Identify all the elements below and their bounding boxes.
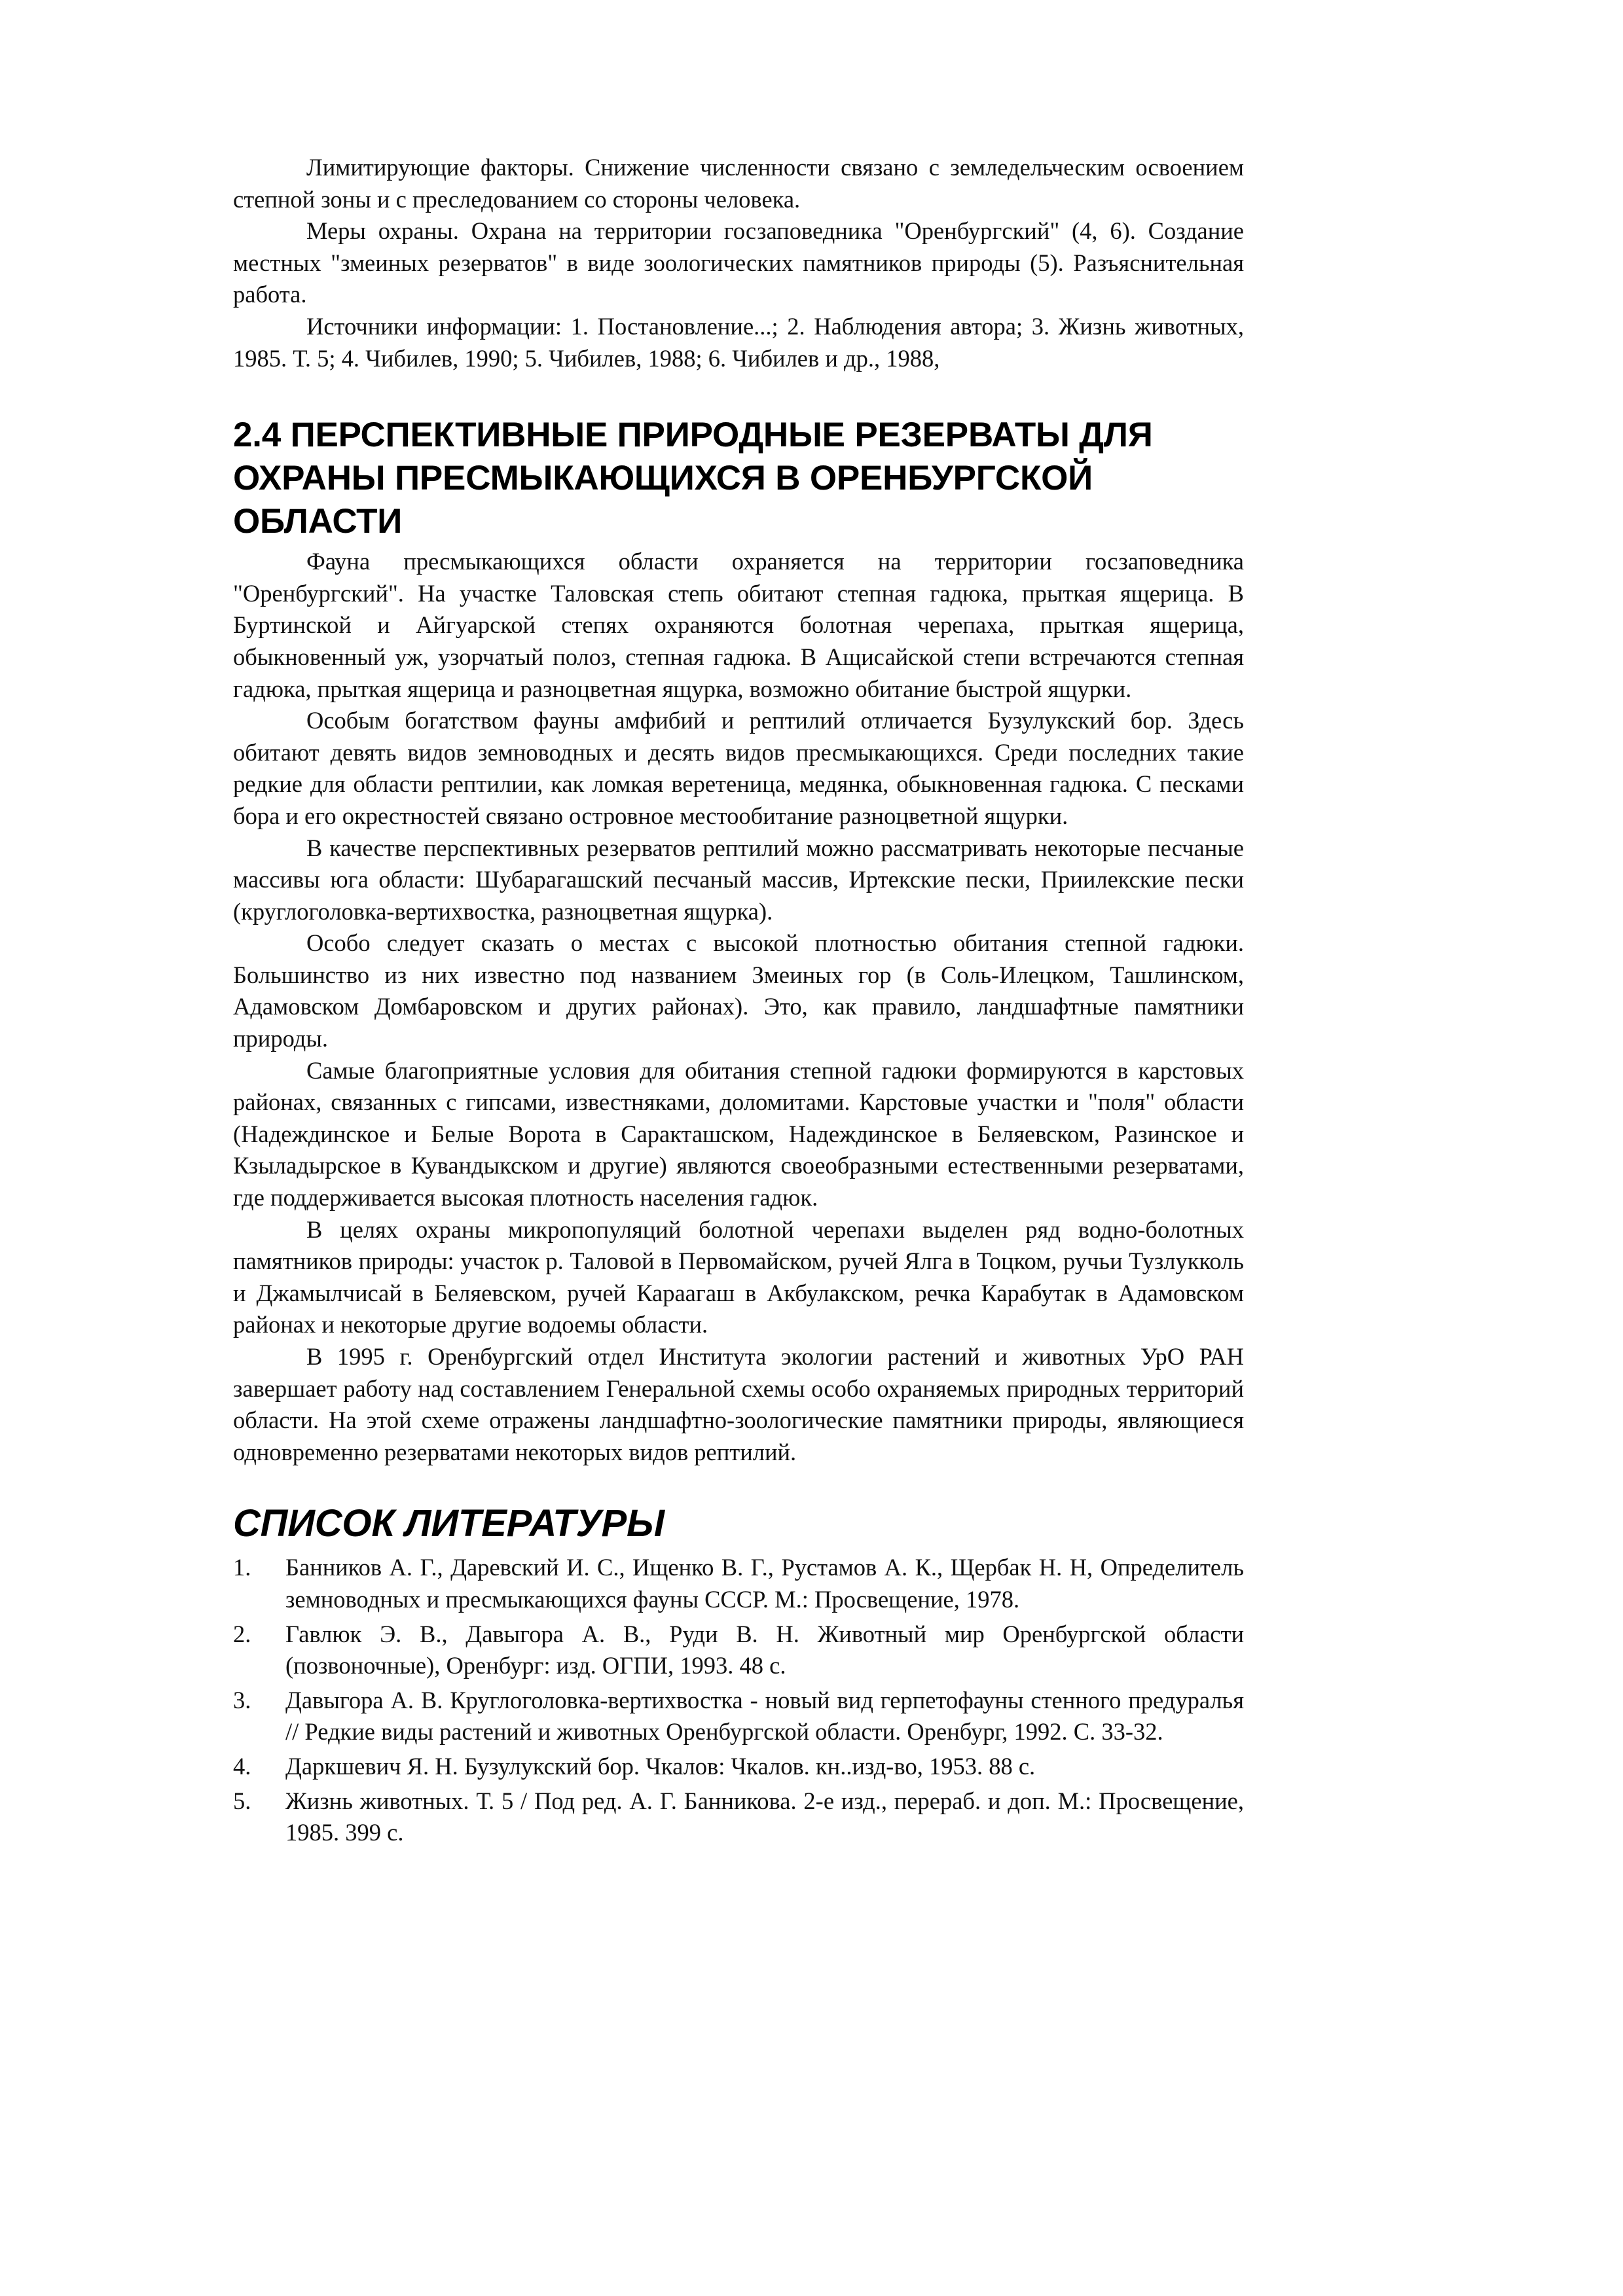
- section-paragraph: В целях охраны микропопуляций болотной черепахи выделен ряд водно-болотных памятников природы: участок р. Таловой в Первомайском, ручей Ялга в Тоцком, ручьи Тузлукколь и Джамылчисай в Беляевском, ручей Караагаш в Акбулакском, речка Карабутак в Адамовском районах и некоторые другие водоемы области.: [233, 1215, 1244, 1338]
- reference-text: Даркшевич Я. Н. Бузулукский бор. Чкалов: Чкалов. кн..изд-во, 1953. 88 с.: [285, 1752, 1036, 1780]
- references-list: [233, 1552, 1244, 1848]
- section-paragraph: Особо следует сказать о местах с высокой плотностью обитания степной гадюки. Большинство из них известно под названием Змеиных гор (в Соль-Илецком, Ташлинском, Адамовском Домбаровском и других районах). Это, как правило, ландшафтные памятники природы.: [233, 929, 1244, 1052]
- section-paragraph: В 1995 г. Оренбургский отдел Института экологии растений и животных УрО РАН завершает работу над составлением Генеральной схемы особо охраняемых природных территорий области. На этой схеме отражены ландшафтно-зоологические памятники природы, являющиеся одновременно резерватами некоторых видов рептилий.: [233, 1343, 1244, 1465]
- reference-item: [233, 1751, 1244, 1783]
- reference-number: 5.: [233, 1787, 251, 1814]
- references-heading: СПИСОК ЛИТЕРАТУРЫ: [233, 1502, 665, 1545]
- section-paragraph: В качестве перспективных резерватов рептилий можно рассматривать некоторые песчаные массивы юга области: Шубарагашский песчаный массив, Иртекские пески, Приилекские пески (круглоголовка-вертихвостка, разноцветная ящурка).: [233, 834, 1244, 925]
- reference-text: Давыгора А. В. Круглоголовка-вертихвостка - новый вид герпетофауны стенного предуралья // Редкие виды растений и животных Оренбургской области. Оренбург, 1992. С. 33-32.: [285, 1686, 1244, 1746]
- section-paragraph: Самые благоприятные условия для обитания степной гадюки формируются в карстовых районах, связанных с гипсами, известняками, доломитами. Карстовые участки и "поля" области (Надеждинское и Белые Ворота в Саракташском, Надеждинское в Беляевском, Разинское и Кзыладырское в Кувандыкском и другие) являются своеобразными естественными резерватами, где поддерживается высокая плотность населения гадюк.: [233, 1056, 1244, 1211]
- document-page: [233, 152, 1244, 1852]
- reference-item: [233, 1685, 1244, 1748]
- reference-number: 4.: [233, 1752, 251, 1780]
- intro-paragraph-protection: Меры охраны. Охрана на территории госзаповедника "Оренбургский" (4, 6). Создание местных "змеиных резерватов" в виде зоологических памятников природы (5). Разъяснительная работа.: [233, 217, 1244, 308]
- section-heading: 2.4 ПЕРСПЕКТИВНЫЕ ПРИРОДНЫЕ РЕЗЕРВАТЫ ДЛЯ ОХРАНЫ ПРЕСМЫКАЮЩИХСЯ В ОРЕНБУРГСКОЙ ОБЛАСТИ: [233, 416, 1153, 541]
- reference-number: 1.: [233, 1554, 251, 1581]
- section-paragraph: Фауна пресмыкающихся области охраняется на территории госзаповедника "Оренбургский". На участке Таловская степь обитают степная гадюка, прыткая ящерица. В Буртинской и Айгуарской степях охраняются болотная черепаха, прыткая ящерица, обыкновенный уж, узорчатый полоз, степная гадюка. В Ащисайской степи встречаются степная гадюка, прыткая ящерица и разноцветная ящурка, возможно обитание быстрой ящурки.: [233, 548, 1244, 702]
- reference-item: [233, 1552, 1244, 1615]
- reference-text: Жизнь животных. Т. 5 / Под ред. А. Г. Банникова. 2-е изд., перераб. и доп. М.: Просвещение, 1985. 399 с.: [285, 1787, 1244, 1846]
- reference-number: 3.: [233, 1686, 251, 1713]
- intro-paragraph-limiting-factors: Лимитирующие факторы. Снижение численности связано с земледельческим освоением степной зоны и с преследованием со стороны человека.: [233, 154, 1244, 213]
- section-paragraph: Особым богатством фауны амфибий и рептилий отличается Бузулукский бор. Здесь обитают девять видов земноводных и десять видов пресмыкающихся. Среди последних такие редкие для области рептилии, как ломкая веретеница, медянка, обыкновенная гадюка. С песками бора и его окрестностей связано островное местообитание разноцветной ящурки.: [233, 707, 1244, 829]
- intro-paragraph-sources: Источники информации: 1. Постановление...; 2. Наблюдения автора; 3. Жизнь животных, 1985. Т. 5; 4. Чибилев, 1990; 5. Чибилев, 1988; 6. Чибилев и др., 1988,: [233, 312, 1244, 372]
- reference-item: [233, 1785, 1244, 1849]
- reference-number: 2.: [233, 1620, 251, 1647]
- reference-text: Банников А. Г., Даревский И. С., Ищенко В. Г., Рустамов А. К., Щербак Н. Н, Определитель земноводных и пресмыкающихся фауны СССР. М.: Просвещение, 1978.: [285, 1554, 1244, 1613]
- reference-item: [233, 1619, 1244, 1682]
- reference-text: Гавлюк Э. В., Давыгора А. В., Руди В. Н. Животный мир Оренбургской области (позвоночные), Оренбург: изд. ОГПИ, 1993. 48 с.: [285, 1620, 1244, 1679]
